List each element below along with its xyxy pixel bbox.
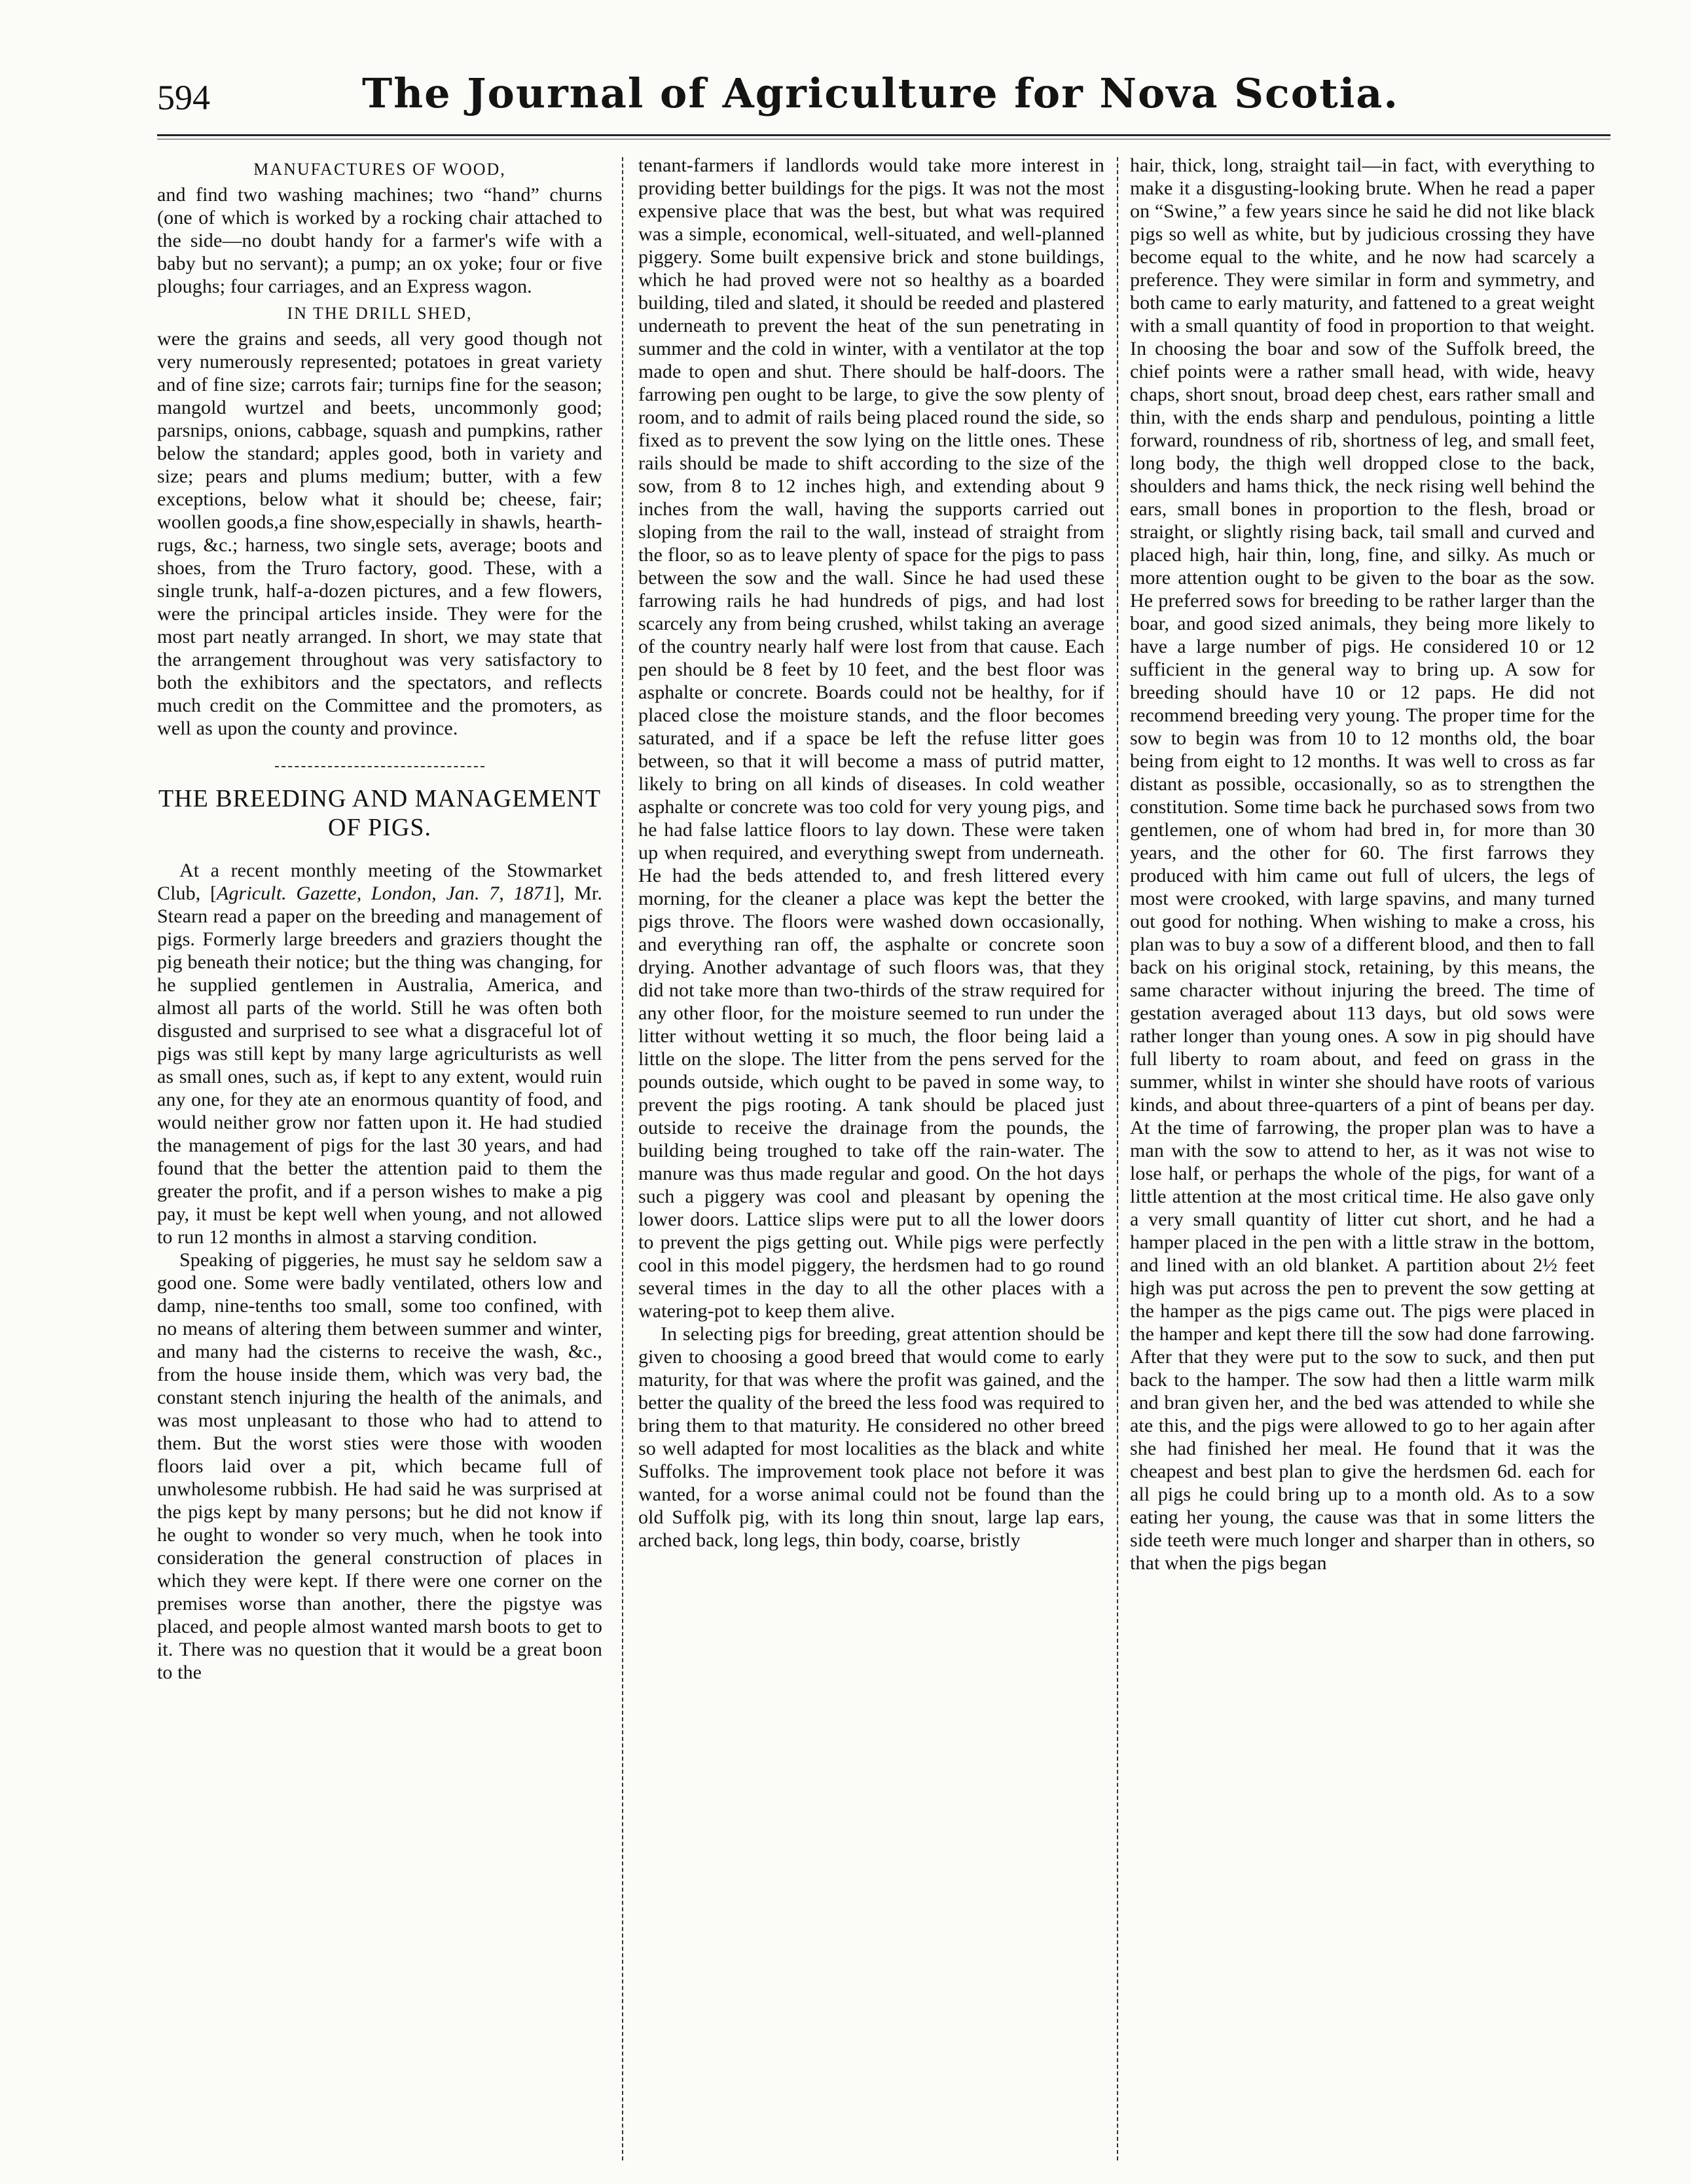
column-divider bbox=[622, 157, 623, 2160]
paragraph-text: At a recent monthly meeting of the Stowmarket Club, [ bbox=[157, 860, 602, 904]
paragraph: In selecting pigs for breeding, great attention should be given to choosing a good breed that would come to early maturity, for that was where the profit was gained, and the better the quality of the breed the less food was required to bring them to that maturity. He considered no other breed so well adapted for most localities as the black and white Suffolks. The improvement took place not before it was wanted, for a worse animal could not be found than the old Suffolk pig, with its long thin snout, large lap ears, arched back, long legs, thin body, coarse, bristly bbox=[638, 1323, 1104, 1551]
paragraph bbox=[157, 859, 602, 1248]
article-title: THE BREEDING AND MANAGEMENT OF PIGS. bbox=[158, 785, 602, 841]
header-rule bbox=[157, 134, 1610, 139]
paragraph: tenant-farmers if landlords would take more interest in providing better buildings for the pigs. It was not the most expensive place that was the best, but what was required was a simple, economical, well-situated, and well-planned piggery. Some built expensive brick and stone buildings, which he had proved were not so healthy as a boarded building, tiled and slated, it should be reeded and plastered underneath to prevent the heat of the sun penetrating in summer and the cold in winter, with a ventilator at the top made to open and shut. There should be half-doors. The farrowing pen ought to be large, to give the sow plenty of room, and to admit of rails being placed round the side, so fixed as to prevent the sow lying on the little ones. These rails should be made to shift according to the size of the sow, from 8 to 12 inches high, and extending about 9 inches from the wall, having the supports carried out sloping from the rail to the wall, instead of straight from the floor, so as to leave plenty of space for the pigs to pass between the sow and the wall. Since he had used these farrowing rails he had hundreds of pigs, and had lost scarcely any from being crushed, whilst taking an average of the country nearly half were lost from that cause. Each pen should be 8 feet by 10 feet, and the best floor was asphalte or concrete. Boards could not be healthy, for if placed close the moisture stands, and the floor becomes saturated, and if a space be left the refuse litter goes between, so that it will become a mass of putrid matter, likely to bring on all kinds of diseases. In cold weather asphalte or concrete was too cold for very young pigs, and he had false lattice floors to lay down. These were taken up when required, and everything swept from underneath. He had the beds attended to, and fresh littered every morning, for the cleaner a place was kept the better the pigs throve. The floors were washed down occasionally, and everything ran off, the asphalte or concrete soon drying. Another advantage of such floors was, that they did not take more than two-thirds of the straw required for any other floor, for the moisture seemed to run under the litter without wetting it so much, the floor being laid a little on the slope. The litter from the pens served for the pounds outside, which ought to be paved in some way, to prevent the pigs rooting. A tank should be placed just outside to receive the drainage from the pounds, the building being troughed to take off the rain-water. The manure was thus made regular and good. On the hot days such a piggery was cool and pleasant by opening the lower doors. Lattice slips were put to all the lower doors to prevent the pigs getting out. While pigs were perfectly cool in this model piggery, the herdsmen had to go round several times in the day to all the other places with a watering-pot to keep them alive. bbox=[638, 155, 1104, 1322]
page-header bbox=[157, 65, 1604, 137]
section-subheading: MANUFACTURES OF WOOD, bbox=[253, 160, 506, 179]
column-3 bbox=[1130, 154, 1595, 2164]
paragraph-text: ], Mr. Stearn read a paper on the breeding and management of pigs. Formerly large breeders and graziers thought the pig beneath their notice; but the thing was changing, for he supplied gentlemen in Australia, America, and almost all parts of the world. Still he was often both disgusted and surprised to see what a disgraceful lot of pigs was still kept by many large agriculturists as well as small ones, such as, if kept to any extent, would ruin any one, for they ate an enormous quantity of food, and would neither grow nor fatten upon it. He had studied the management of pigs for the last 30 years, and had found that the better the attention paid to them the greater the profit, and if a person wishes to make a pig pay, it must be kept well when young, and not allowed to run 12 months in almost a starving condition. bbox=[157, 883, 602, 1248]
column-2 bbox=[638, 154, 1104, 2164]
section-subheading: IN THE DRILL SHED, bbox=[287, 304, 473, 323]
paragraph: Speaking of piggeries, he must say he seldom saw a good one. Some were badly ventilated, others low and damp, nine-tenths too small, some too confined, with no means of altering them between summer and winter, and many had the cisterns to receive the wash, &c., from the house inside them, which was very bad, the constant stench injuring the health of the animals, and was most unpleasant to those who had to attend to them. But the worst sties were those with wooden floors laid over a pit, which became full of unwholesome rubbish. He had said he was surprised at the pigs kept by many persons; but he did not know if he ought to wonder so very much, when he took into consideration the general construction of places in which they were kept. If there were one corner on the premises worse than another, there the pigstye was placed, and people almost wanted marsh boots to get to it. There was no question that it would be a great boon to the bbox=[157, 1249, 602, 1683]
paragraph: hair, thick, long, straight tail—in fact, with everything to make it a disgusting-looking brute. When he read a paper on “Swine,” a few years since he said he did not like black pigs so well as white, but by judicious crossing they have become equal to the white, and he now had scarcely a preference. They were similar in form and symmetry, and both came to early maturity, and fattened to a great weight with a small quantity of food in proportion to that weight. In choosing the boar and sow of the Suffolk breed, the chief points were a rather small head, with wide, heavy chaps, short snout, broad deep chest, ears rather small and thin, with the ends sharp and pendulous, pointing a little forward, roundness of rib, shortness of leg, and small feet, long body, the thigh well dropped close to the back, shoulders and hams thick, the neck rising well behind the ears, small bones in proportion to the flesh, broad or straight, or slightly rising back, tail small and curved and placed high, hair thin, long, fine, and silky. As much or more attention ought to be given to the boar as the sow. He preferred sows for breeding to be rather larger than the boar, and good sized animals, they being more likely to have a large number of pigs. He considered 10 or 12 sufficient in the general way to bring up. A sow for breeding should have 10 or 12 paps. He did not recommend breeding very young. The proper time for the sow to begin was from 10 to 12 months old, the boar being from eight to 12 months. It was well to cross as far distant as possible, occasionally, so as to strengthen the constitution. Some time back he purchased sows from two gentlemen, one of whom had bred in, for more than 30 years, and the other for 60. The first farrows they produced with him came out full of ulcers, the legs of most were crooked, with large spavins, and many turned out good for nothing. When wishing to make a cross, his plan was to buy a sow of a different blood, and then to fall back on his original stock, retaining, by this means, the same character without injuring the breed. The time of gestation averaged about 113 days, but old sows were rather longer than young ones. A sow in pig should have full liberty to roam about, and feed on grass in the summer, whilst in winter she should have roots of various kinds, and about three-quarters of a pint of beans per day. At the time of farrowing, the proper plan was to have a man with the sow to attend to her, as it was not wise to lose half, or perhaps the whole of the pigs, for want of a little attention at the most critical time. He also gave only a very small quantity of litter cut short, and he had a hamper placed in the pen with a little straw in the bottom, and lined with an old blanket. A partition about 2½ feet high was put across the pen to prevent the sow getting at the hamper as the pigs came out. The pigs were placed in the hamper and kept there till the sow had done farrowing. After that they were put to the sow to suck, and then put back to the hamper. The sow had then a little warm milk and bran given her, and the bed was attended to while she ate this, and the pigs were allowed to go to her again after she had finished her meal. He found that it was the cheapest and best plan to give the herdsmen 6d. each for all pigs he could bring up to a month old. As to a sow eating her young, the cause was that in some litters the side teeth were much longer and sharper than in others, so that when the pigs began bbox=[1130, 155, 1595, 1574]
journal-title: The Journal of Agriculture for Nova Scotia. bbox=[361, 69, 1400, 117]
section-divider bbox=[275, 766, 484, 767]
citation: Agricult. Gazette, London, Jan. 7, 1871 bbox=[217, 883, 553, 904]
page-number: 594 bbox=[157, 78, 210, 117]
column-divider bbox=[1117, 157, 1118, 2160]
paragraph: and find two washing machines; two “hand” churns (one of which is worked by a rocking chair attached to the side—no doubt handy for a farmer's wife with a baby but no servant); a pump; an ox yoke; four or five ploughs; four carriages, and an Express wagon. bbox=[157, 184, 602, 297]
paragraph: were the grains and seeds, all very good though not very numerously represented; potatoes in great variety and of fine size; carrots fair; turnips fine for the season; mangold wurtzel and beets, uncommonly good; parsnips, onions, cabbage, squash and pumpkins, rather below the standard; apples good, both in variety and size; pears and plums medium; butter, with a few exceptions, below what it should be; cheese, fair; woollen goods,a fine show,especially in shawls, hearth-rugs, &c.; harness, two single sets, average; boots and shoes, from the Truro factory, good. These, with a single trunk, half-a-dozen pictures, and a few flowers, were the principal articles inside. They were for the most part neatly arranged. In short, we may state that the arrangement throughout was very satisfactory to both the exhibitors and the spectators, and reflects much credit on the Committee and the promoters, as well as upon the county and province. bbox=[157, 328, 602, 739]
column-1 bbox=[157, 154, 602, 2164]
